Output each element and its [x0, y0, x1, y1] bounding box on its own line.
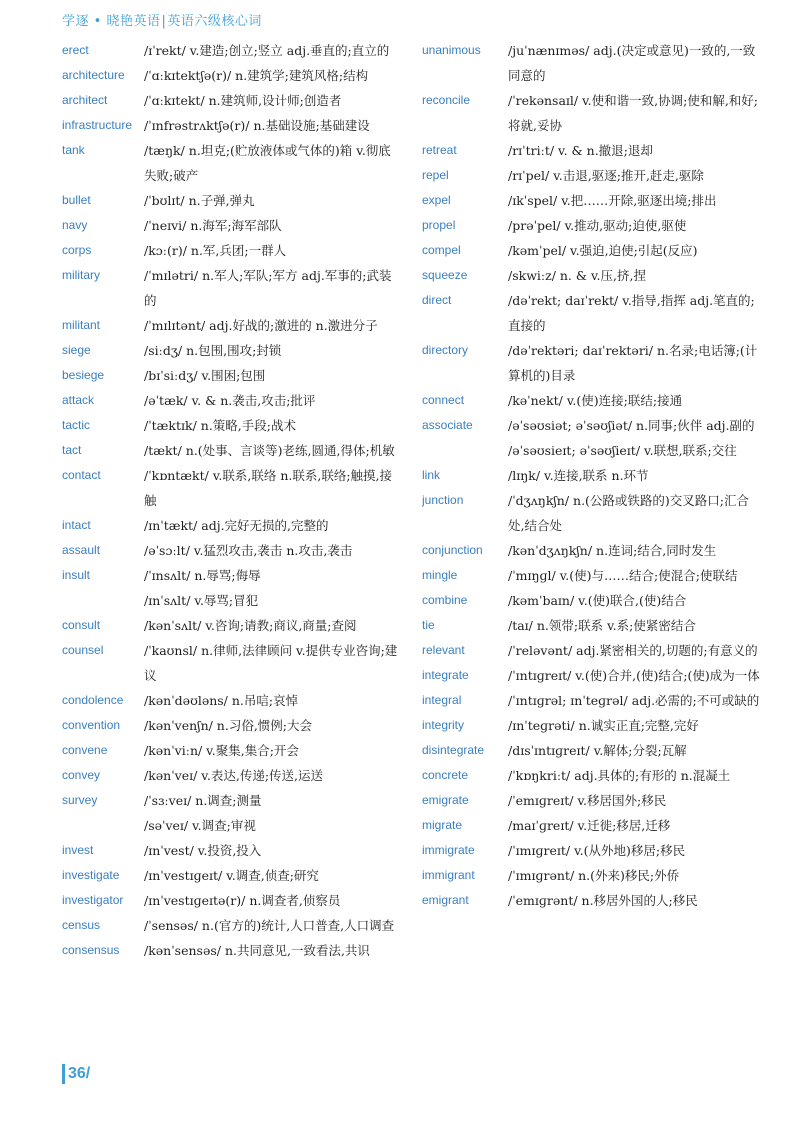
definition: /ɪˈrekt/ v.建造;创立;竖立 adj.垂直的;直立的 [144, 43, 390, 58]
definition: /ˈɪntɪɡrəl; ɪnˈteɡrəl/ adj.必需的;不可或缺的 [508, 693, 760, 708]
vocab-entry [422, 688, 762, 713]
vocab-entry [62, 388, 402, 413]
headword: insult [62, 568, 91, 582]
definition: /ˈmɪlɪtənt/ adj.好战的;激进的 n.激进分子 [144, 318, 378, 333]
definition: /kənˈvenʃn/ n.习俗,惯例;大会 [144, 718, 313, 733]
vocab-entry [62, 363, 402, 388]
headword: bullet [62, 193, 91, 207]
headword: retreat [422, 143, 457, 157]
definition: /ˈmɪŋɡl/ v.(使)与……结合;使混合;使联结 [508, 568, 738, 583]
headword: link [422, 468, 441, 482]
definition: /bɪˈsiːdʒ/ v.围困;包围 [144, 368, 266, 383]
definition: /dɪsˈɪntɪɡreɪt/ v.解体;分裂;瓦解 [508, 743, 687, 758]
definition: /ˈrekənsaɪl/ v.使和谐一致,协调;使和解,和好;将就,妥协 [508, 93, 759, 133]
vocab-entry [62, 788, 402, 813]
vocab-entry [422, 263, 762, 288]
headword: relevant [422, 643, 465, 657]
definition: /kəmˈbaɪn/ v.(使)联合,(使)结合 [508, 593, 687, 608]
headword: survey [62, 793, 98, 807]
headword: immigrant [422, 868, 475, 882]
vocab-entry [62, 813, 402, 838]
definition: /prəˈpel/ v.推动,驱动;迫使,驱使 [508, 218, 687, 233]
headword: tank [62, 143, 85, 157]
headword: tie [422, 618, 435, 632]
definition: /ˈemɪɡrənt/ n.移居外国的人;移民 [508, 893, 698, 908]
vocab-entry [422, 188, 762, 213]
right-column [422, 38, 762, 913]
definition: /siːdʒ/ n.包围,围攻;封锁 [144, 343, 282, 358]
headword: military [62, 268, 100, 282]
vocab-entry [62, 863, 402, 888]
headword: disintegrate [422, 743, 485, 757]
definition: /əˈsəʊsiət; əˈsəʊʃiət/ n.同事;伙伴 adj.副的 [508, 418, 755, 433]
vocab-entry [422, 788, 762, 813]
vocab-entry [62, 688, 402, 713]
definition: /əˈtæk/ v. & n.袭击,攻击;批评 [144, 393, 316, 408]
vocab-entry [62, 738, 402, 763]
headword: convention [62, 718, 121, 732]
definition: /ˈɪnsʌlt/ n.辱骂;侮辱 [144, 568, 261, 583]
headword: assault [62, 543, 101, 557]
vocab-entry [62, 138, 402, 188]
vocab-entry [62, 513, 402, 538]
vocab-entry [62, 838, 402, 863]
headword: counsel [62, 643, 104, 657]
definition: /kənˈviːn/ v.聚集,集合;开会 [144, 743, 299, 758]
headword: erect [62, 43, 89, 57]
vocab-entry [62, 63, 402, 88]
headword: tactic [62, 418, 91, 432]
headword: concrete [422, 768, 469, 782]
vocab-entry [62, 113, 402, 138]
vocab-entry [62, 413, 402, 438]
headword: junction [422, 493, 464, 507]
vocab-entry [422, 413, 762, 438]
definition: /ˈɑːkɪtektʃə(r)/ n.建筑学;建筑风格;结构 [144, 68, 369, 83]
definition: /ˈreləvənt/ adj.紧密相关的,切题的;有意义的 [508, 643, 758, 658]
headword: propel [422, 218, 456, 232]
vocab-entry [62, 438, 402, 463]
definition: /kɔː(r)/ n.军,兵团;一群人 [144, 243, 287, 258]
definition: /ɪnˈvestɪɡeɪtə(r)/ n.调查者,侦察员 [144, 893, 341, 908]
vocab-entry [422, 863, 762, 888]
headword: connect [422, 393, 465, 407]
headword: immigrate [422, 843, 475, 857]
vocab-entry [422, 738, 762, 763]
vocab-entry [422, 38, 762, 88]
definition: /əˈsəʊsieɪt; əˈsəʊʃieɪt/ v.联想,联系;交往 [508, 443, 737, 458]
definition: /kəmˈpel/ v.强迫,迫使;引起(反应) [508, 243, 698, 258]
headword: consensus [62, 943, 120, 957]
vocab-entry [62, 188, 402, 213]
definition: /kənˈsensəs/ n.共同意见,一致看法,共识 [144, 943, 370, 958]
definition: /kənˈsʌlt/ v.咨询;请教;商议,商量;查阅 [144, 618, 357, 633]
left-column [62, 38, 402, 963]
vocab-entry [422, 163, 762, 188]
definition: /dəˈrektəri; daɪˈrektəri/ n.名录;电话簿;(计算机的)目录 [508, 343, 758, 383]
headword: integral [422, 693, 462, 707]
definition: /ˈkaʊnsl/ n.律师,法律顾问 v.提供专业咨询;建议 [144, 643, 398, 683]
vocab-entry [422, 338, 762, 388]
headword: census [62, 918, 101, 932]
vocab-entry [62, 313, 402, 338]
headword: architect [62, 93, 108, 107]
page-number: 36/ [62, 1064, 90, 1084]
definition: /kənˈveɪ/ v.表达,传递;传送,运送 [144, 768, 324, 783]
definition: /rɪˈtriːt/ v. & n.撤退;退却 [508, 143, 653, 158]
definition: /ˈkɒntækt/ v.联系,联络 n.联系,联络;触摸,接触 [144, 468, 393, 508]
vocab-entry [422, 538, 762, 563]
definition: /juˈnænɪməs/ adj.(决定或意见)一致的,一致同意的 [508, 43, 756, 83]
headword: infrastructure [62, 118, 133, 132]
headword: convene [62, 743, 108, 757]
definition: /ɪnˈtækt/ adj.完好无损的,完整的 [144, 518, 329, 533]
definition: /ˈmɪlətri/ n.军人;军队;军方 adj.军事的;武装的 [144, 268, 392, 308]
bullet-separator: • [93, 14, 102, 29]
headword: combine [422, 593, 468, 607]
vocab-entry [62, 538, 402, 563]
vocab-entry [62, 88, 402, 113]
vocab-entry [62, 463, 402, 513]
definition: /ɪnˈteɡrəti/ n.诚实正直;完整,完好 [508, 718, 699, 733]
headword: navy [62, 218, 88, 232]
headword: condolence [62, 693, 124, 707]
definition: /ˈɪmɪɡreɪt/ v.(从外地)移居;移民 [508, 843, 686, 858]
headword: emigrant [422, 893, 469, 907]
headword: investigate [62, 868, 120, 882]
definition: /kəˈnekt/ v.(使)连接;联结;接通 [508, 393, 683, 408]
headword: invest [62, 843, 94, 857]
headword: squeeze [422, 268, 468, 282]
vocab-entry [422, 238, 762, 263]
definition: /tækt/ n.(处事、言谈等)老练,圆通,得体;机敏 [144, 443, 395, 458]
vocab-entry [422, 888, 762, 913]
vocab-entry [422, 588, 762, 613]
vocab-entry [422, 663, 762, 688]
headword: repel [422, 168, 449, 182]
vocab-entry [422, 763, 762, 788]
definition: /ˈneɪvi/ n.海军;海军部队 [144, 218, 282, 233]
definition: /ɪnˈvest/ v.投资,投入 [144, 843, 262, 858]
headword: contact [62, 468, 101, 482]
vocab-entry [62, 338, 402, 363]
definition: /tæŋk/ n.坦克;(贮放液体或气体的)箱 v.彻底失败;破产 [144, 143, 391, 183]
headword: consult [62, 618, 101, 632]
headword: corps [62, 243, 92, 257]
definition: /ˈɪnfrəstrʌktʃə(r)/ n.基础设施;基础建设 [144, 118, 370, 133]
definition: /ɪnˈsʌlt/ v.辱骂;冒犯 [144, 593, 259, 608]
vocab-entry [422, 488, 762, 538]
definition: /ˈɪntɪɡreɪt/ v.(使)合并,(使)结合;(使)成为一体 [508, 668, 760, 683]
brand-label: 晓艳英语 [106, 14, 161, 29]
vocab-entry [422, 288, 762, 338]
vocab-entry [422, 463, 762, 488]
definition: /skwiːz/ n. & v.压,挤,捏 [508, 268, 646, 283]
definition: /ˈɑːkɪtekt/ n.建筑师,设计师;创造者 [144, 93, 342, 108]
definition: /ˈbʊlɪt/ n.子弹,弹丸 [144, 193, 255, 208]
vocab-entry [62, 938, 402, 963]
vocab-entry [422, 213, 762, 238]
headword: convey [62, 768, 101, 782]
definition: /ˈkɒŋkriːt/ adj.具体的;有形的 n.混凝土 [508, 768, 731, 783]
vocab-entry [62, 263, 402, 313]
vocab-entry [62, 638, 402, 688]
vocab-entry [62, 563, 402, 588]
headword: compel [422, 243, 461, 257]
definition: /ˈɪmɪɡrənt/ n.(外来)移民;外侨 [508, 868, 680, 883]
book-title: 英语六级核心词 [167, 14, 262, 29]
vocab-entry [422, 138, 762, 163]
definition: /kənˈdəʊləns/ n.吊唁;哀悼 [144, 693, 299, 708]
vocab-entry [62, 613, 402, 638]
headword: architecture [62, 68, 125, 82]
headword: integrate [422, 668, 469, 682]
definition: /ɪkˈspel/ v.把……开除,驱逐出境;排出 [508, 193, 717, 208]
definition: /dəˈrekt; daɪˈrekt/ v.指导,指挥 adj.笔直的;直接的 [508, 293, 755, 333]
header-divider: | [161, 14, 167, 29]
definition: /kənˈdʒʌŋkʃn/ n.连词;结合,同时发生 [508, 543, 717, 558]
headword: attack [62, 393, 95, 407]
vocab-entry [422, 638, 762, 663]
headword: emigrate [422, 793, 469, 807]
vocab-entry [62, 238, 402, 263]
vocab-entry [422, 388, 762, 413]
definition: /rɪˈpel/ v.击退,驱逐;推开,赶走,驱除 [508, 168, 704, 183]
headword: militant [62, 318, 101, 332]
definition: /əˈsɔːlt/ v.猛烈攻击,袭击 n.攻击,袭击 [144, 543, 353, 558]
definition: /ˈemɪɡreɪt/ v.移居国外;移民 [508, 793, 667, 808]
vocab-entry [422, 838, 762, 863]
definition: /səˈveɪ/ v.调查;审视 [144, 818, 256, 833]
headword: mingle [422, 568, 458, 582]
definition: /ˈtæktɪk/ n.策略,手段;战术 [144, 418, 296, 433]
vocab-entry [62, 588, 402, 613]
vocab-entry [62, 213, 402, 238]
vocab-entry [422, 88, 762, 138]
vocab-entry [62, 763, 402, 788]
headword: reconcile [422, 93, 471, 107]
headword: migrate [422, 818, 463, 832]
headword: integrity [422, 718, 465, 732]
definition: /taɪ/ n.领带;联系 v.系;使紧密结合 [508, 618, 696, 633]
vocab-entry [422, 438, 762, 463]
headword: besiege [62, 368, 105, 382]
vocab-entry [422, 563, 762, 588]
vocab-entry [422, 613, 762, 638]
headword: unanimous [422, 43, 481, 57]
headword: directory [422, 343, 469, 357]
page-header [62, 10, 262, 32]
headword: siege [62, 343, 91, 357]
definition: /ˈsɜːveɪ/ n.调查;测量 [144, 793, 262, 808]
definition: /maɪˈɡreɪt/ v.迁徙;移居,迁移 [508, 818, 671, 833]
headword: conjunction [422, 543, 483, 557]
vocab-entry [422, 713, 762, 738]
headword: investigator [62, 893, 124, 907]
definition: /lɪŋk/ v.连接,联系 n.环节 [508, 468, 649, 483]
headword: associate [422, 418, 473, 432]
vocab-entry [62, 888, 402, 913]
vocab-entry [62, 913, 402, 938]
definition: /ɪnˈvestɪɡeɪt/ v.调查,侦查;研究 [144, 868, 319, 883]
vocab-entry [62, 38, 402, 63]
series-label: 学逐 [62, 14, 90, 29]
headword: expel [422, 193, 451, 207]
headword: intact [62, 518, 91, 532]
definition: /ˈdʒʌŋkʃn/ n.(公路或铁路的)交叉路口;汇合处,结合处 [508, 493, 750, 533]
headword: direct [422, 293, 452, 307]
headword: tact [62, 443, 82, 457]
vocab-entry [62, 713, 402, 738]
vocab-entry [422, 813, 762, 838]
definition: /ˈsensəs/ n.(官方的)统计,人口普查,人口调查 [144, 918, 395, 933]
